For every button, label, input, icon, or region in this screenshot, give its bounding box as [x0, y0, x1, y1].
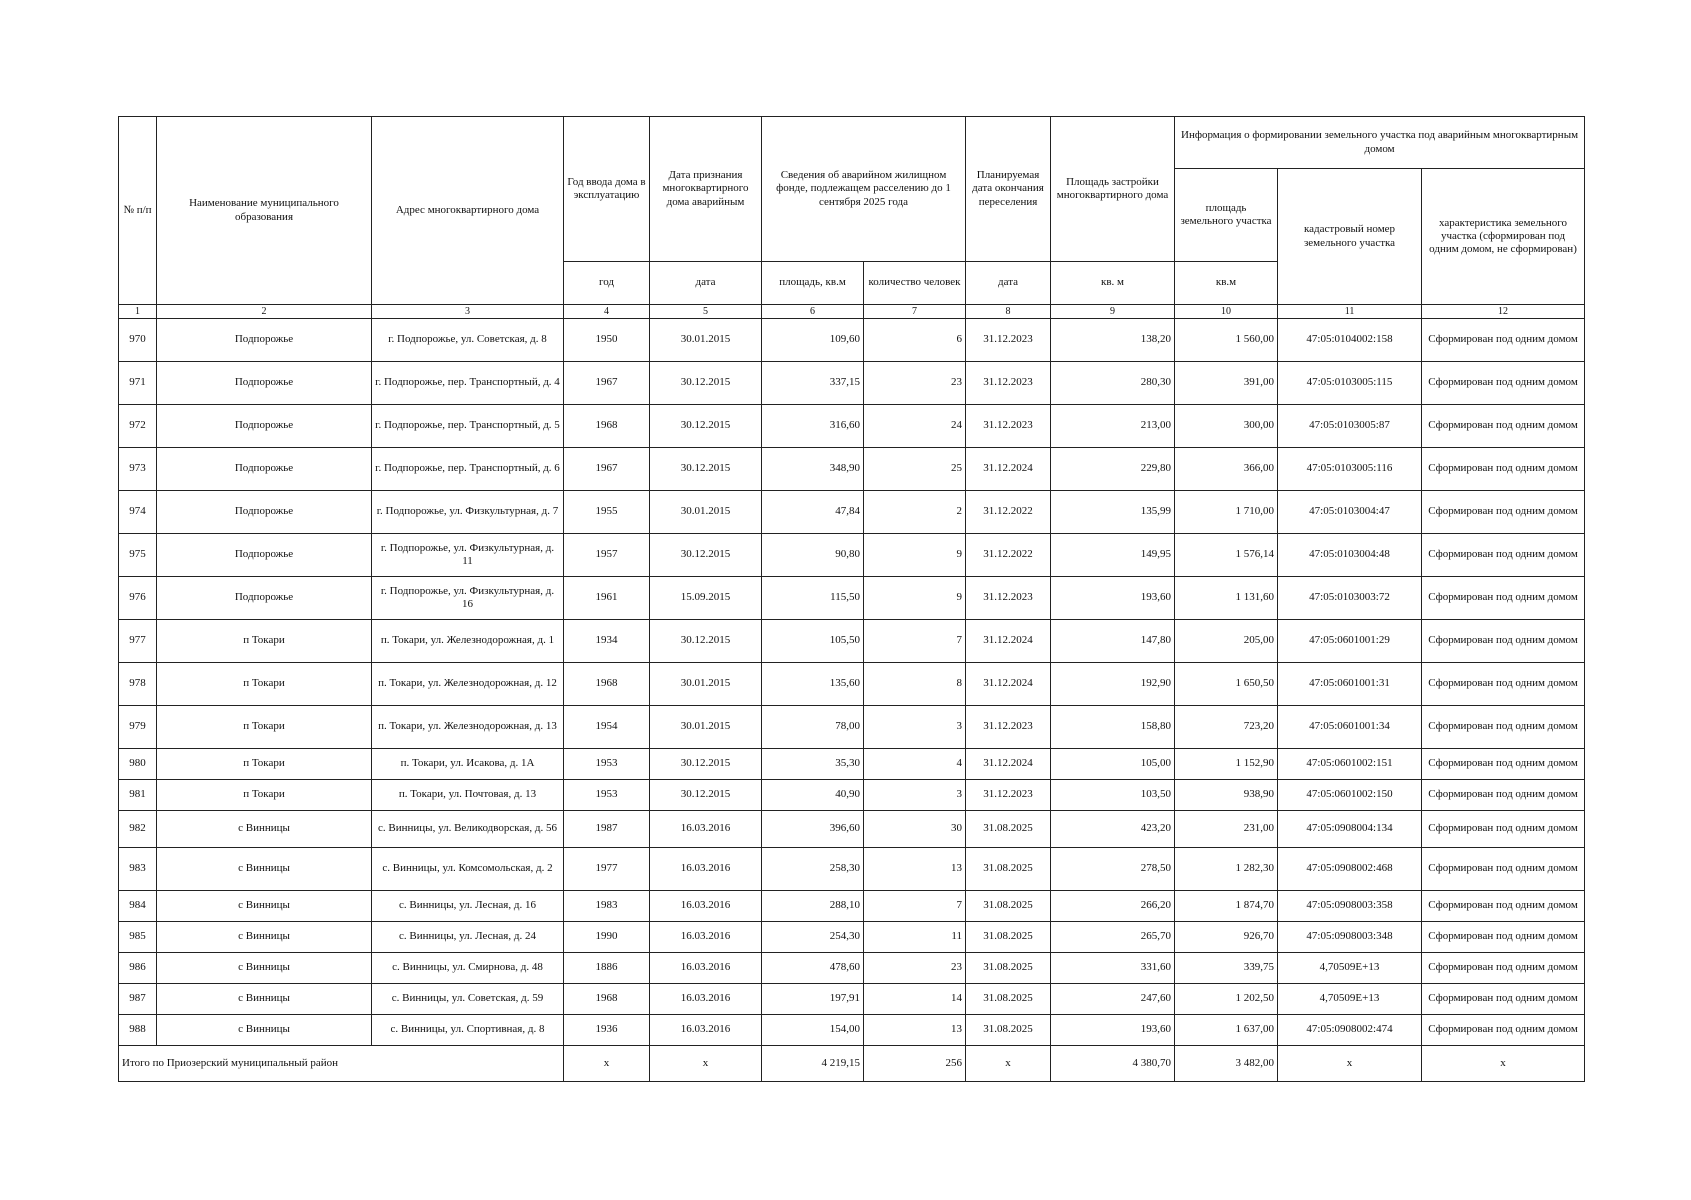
- building-area: 135,99: [1051, 491, 1175, 534]
- col-number: 2: [157, 305, 372, 319]
- land-area: 1 560,00: [1175, 319, 1278, 362]
- people-count: 11: [864, 922, 966, 953]
- building-area: 158,80: [1051, 706, 1175, 749]
- col-number: 5: [650, 305, 762, 319]
- land-characteristic: Сформирован под одним домом: [1422, 848, 1585, 891]
- municipality: с Винницы: [157, 1015, 372, 1046]
- unit-people: количество человек: [864, 262, 966, 305]
- year-built: 1967: [564, 362, 650, 405]
- row-number: 980: [119, 749, 157, 780]
- year-built: 1983: [564, 891, 650, 922]
- cadastral-number: 47:05:0601002:150: [1278, 780, 1422, 811]
- year-built: 1955: [564, 491, 650, 534]
- land-characteristic: Сформирован под одним домом: [1422, 922, 1585, 953]
- table-row: [119, 922, 1585, 953]
- cadastral-number: 47:05:0908003:348: [1278, 922, 1422, 953]
- cadastral-number: 47:05:0601001:31: [1278, 663, 1422, 706]
- table-row: [119, 491, 1585, 534]
- area: 135,60: [762, 663, 864, 706]
- table-row: [119, 663, 1585, 706]
- address: г. Подпорожье, пер. Транспортный, д. 6: [372, 448, 564, 491]
- recognition-date: 30.12.2015: [650, 780, 762, 811]
- col-number: 6: [762, 305, 864, 319]
- unit-area: площадь, кв.м: [762, 262, 864, 305]
- land-characteristic: Сформирован под одним домом: [1422, 811, 1585, 848]
- total-row: [119, 1046, 1585, 1082]
- recognition-date: 16.03.2016: [650, 953, 762, 984]
- area: 288,10: [762, 891, 864, 922]
- land-characteristic: Сформирован под одним домом: [1422, 319, 1585, 362]
- row-number: 977: [119, 620, 157, 663]
- people-count: 25: [864, 448, 966, 491]
- year-built: 1950: [564, 319, 650, 362]
- col-number: 12: [1422, 305, 1585, 319]
- municipality: Подпорожье: [157, 448, 372, 491]
- municipality: с Винницы: [157, 984, 372, 1015]
- building-area: 229,80: [1051, 448, 1175, 491]
- land-area: 205,00: [1175, 620, 1278, 663]
- building-area: 147,80: [1051, 620, 1175, 663]
- unit-land-area: кв.м: [1175, 262, 1278, 305]
- municipality: с Винницы: [157, 922, 372, 953]
- table-header: [119, 117, 1585, 319]
- header-building-area: Площадь застройки многоквартирного дома: [1051, 117, 1175, 262]
- cadastral-number: 47:05:0601001:29: [1278, 620, 1422, 663]
- cadastral-number: 4,70509E+13: [1278, 984, 1422, 1015]
- table-footer: [119, 1046, 1585, 1082]
- address: с. Винницы, ул. Спортивная, д. 8: [372, 1015, 564, 1046]
- people-count: 6: [864, 319, 966, 362]
- address: с. Винницы, ул. Комсомольская, д. 2: [372, 848, 564, 891]
- cadastral-number: 47:05:0908002:468: [1278, 848, 1422, 891]
- land-characteristic: Сформирован под одним домом: [1422, 362, 1585, 405]
- people-count: 7: [864, 891, 966, 922]
- building-area: 423,20: [1051, 811, 1175, 848]
- total-cadastral: х: [1278, 1046, 1422, 1082]
- year-built: 1957: [564, 534, 650, 577]
- header-recognition-date: Дата признания многоквартирного дома аварийным: [650, 117, 762, 262]
- planned-date: 31.12.2022: [966, 534, 1051, 577]
- area: 35,30: [762, 749, 864, 780]
- building-area: 103,50: [1051, 780, 1175, 811]
- address: п. Токари, ул. Железнодорожная, д. 12: [372, 663, 564, 706]
- land-characteristic: Сформирован под одним домом: [1422, 405, 1585, 448]
- recognition-date: 16.03.2016: [650, 811, 762, 848]
- land-characteristic: Сформирован под одним домом: [1422, 749, 1585, 780]
- year-built: 1954: [564, 706, 650, 749]
- cadastral-number: 4,70509E+13: [1278, 953, 1422, 984]
- building-area: 265,70: [1051, 922, 1175, 953]
- people-count: 9: [864, 534, 966, 577]
- planned-date: 31.12.2024: [966, 749, 1051, 780]
- recognition-date: 30.12.2015: [650, 620, 762, 663]
- table-row: [119, 953, 1585, 984]
- land-area: 938,90: [1175, 780, 1278, 811]
- table-row: [119, 620, 1585, 663]
- cadastral-number: 47:05:0104002:158: [1278, 319, 1422, 362]
- land-area: 1 637,00: [1175, 1015, 1278, 1046]
- municipality: Подпорожье: [157, 362, 372, 405]
- people-count: 13: [864, 1015, 966, 1046]
- recognition-date: 30.12.2015: [650, 749, 762, 780]
- year-built: 1987: [564, 811, 650, 848]
- land-area: 926,70: [1175, 922, 1278, 953]
- municipality: Подпорожье: [157, 534, 372, 577]
- header-land-info: Информация о формировании земельного участка под аварийным многоквартирным домом: [1175, 117, 1585, 169]
- recognition-date: 30.12.2015: [650, 534, 762, 577]
- unit-building-area: кв. м: [1051, 262, 1175, 305]
- header-emergency-fund: Сведения об аварийном жилищном фонде, подлежащем расселению до 1 сентября 2025 года: [762, 117, 966, 262]
- area: 90,80: [762, 534, 864, 577]
- row-number: 971: [119, 362, 157, 405]
- area: 254,30: [762, 922, 864, 953]
- land-characteristic: Сформирован под одним домом: [1422, 577, 1585, 620]
- people-count: 23: [864, 362, 966, 405]
- land-characteristic: Сформирован под одним домом: [1422, 891, 1585, 922]
- municipality: Подпорожье: [157, 319, 372, 362]
- cadastral-number: 47:05:0908004:134: [1278, 811, 1422, 848]
- area: 105,50: [762, 620, 864, 663]
- cadastral-number: 47:05:0103004:47: [1278, 491, 1422, 534]
- building-area: 192,90: [1051, 663, 1175, 706]
- municipality: с Винницы: [157, 891, 372, 922]
- recognition-date: 30.12.2015: [650, 448, 762, 491]
- col-number: 9: [1051, 305, 1175, 319]
- area: 154,00: [762, 1015, 864, 1046]
- row-number: 974: [119, 491, 157, 534]
- address: п. Токари, ул. Железнодорожная, д. 13: [372, 706, 564, 749]
- address: г. Подпорожье, ул. Физкультурная, д. 11: [372, 534, 564, 577]
- row-number: 987: [119, 984, 157, 1015]
- total-planned-date: х: [966, 1046, 1051, 1082]
- table-row: [119, 848, 1585, 891]
- municipality: п Токари: [157, 706, 372, 749]
- emergency-housing-table: [118, 116, 1585, 1082]
- table-body: [119, 319, 1585, 1046]
- address: п. Токари, ул. Железнодорожная, д. 1: [372, 620, 564, 663]
- land-area: 1 202,50: [1175, 984, 1278, 1015]
- planned-date: 31.08.2025: [966, 984, 1051, 1015]
- recognition-date: 16.03.2016: [650, 984, 762, 1015]
- recognition-date: 16.03.2016: [650, 848, 762, 891]
- planned-date: 31.08.2025: [966, 848, 1051, 891]
- planned-date: 31.12.2023: [966, 362, 1051, 405]
- total-area: 4 219,15: [762, 1046, 864, 1082]
- cadastral-number: 47:05:0601002:151: [1278, 749, 1422, 780]
- land-area: 300,00: [1175, 405, 1278, 448]
- cadastral-number: 47:05:0103003:72: [1278, 577, 1422, 620]
- year-built: 1968: [564, 405, 650, 448]
- land-area: 1 576,14: [1175, 534, 1278, 577]
- land-area: 391,00: [1175, 362, 1278, 405]
- land-area: 1 152,90: [1175, 749, 1278, 780]
- year-built: 1953: [564, 780, 650, 811]
- year-built: 1968: [564, 984, 650, 1015]
- row-number: 973: [119, 448, 157, 491]
- people-count: 13: [864, 848, 966, 891]
- cadastral-number: 47:05:0103004:48: [1278, 534, 1422, 577]
- municipality: с Винницы: [157, 848, 372, 891]
- row-number: 982: [119, 811, 157, 848]
- people-count: 30: [864, 811, 966, 848]
- land-area: 231,00: [1175, 811, 1278, 848]
- planned-date: 31.12.2022: [966, 491, 1051, 534]
- municipality: с Винницы: [157, 811, 372, 848]
- land-area: 339,75: [1175, 953, 1278, 984]
- address: с. Винницы, ул. Советская, д. 59: [372, 984, 564, 1015]
- table-row: [119, 405, 1585, 448]
- header-address: Адрес многоквартирного дома: [372, 117, 564, 305]
- cadastral-number: 47:05:0103005:115: [1278, 362, 1422, 405]
- year-built: 1968: [564, 663, 650, 706]
- recognition-date: 16.03.2016: [650, 891, 762, 922]
- year-built: 1934: [564, 620, 650, 663]
- recognition-date: 16.03.2016: [650, 1015, 762, 1046]
- col-number: 11: [1278, 305, 1422, 319]
- table-row: [119, 1015, 1585, 1046]
- land-area: 366,00: [1175, 448, 1278, 491]
- planned-date: 31.08.2025: [966, 891, 1051, 922]
- building-area: 278,50: [1051, 848, 1175, 891]
- area: 115,50: [762, 577, 864, 620]
- building-area: 149,95: [1051, 534, 1175, 577]
- header-num: № п/п: [119, 117, 157, 305]
- people-count: 8: [864, 663, 966, 706]
- col-number: 4: [564, 305, 650, 319]
- land-area: 723,20: [1175, 706, 1278, 749]
- header-municipality: Наименование муниципального образования: [157, 117, 372, 305]
- row-number: 988: [119, 1015, 157, 1046]
- year-built: 1936: [564, 1015, 650, 1046]
- planned-date: 31.08.2025: [966, 922, 1051, 953]
- recognition-date: 30.12.2015: [650, 362, 762, 405]
- building-area: 193,60: [1051, 1015, 1175, 1046]
- cadastral-number: 47:05:0908003:358: [1278, 891, 1422, 922]
- address: г. Подпорожье, пер. Транспортный, д. 4: [372, 362, 564, 405]
- planned-date: 31.12.2023: [966, 405, 1051, 448]
- address: с. Винницы, ул. Смирнова, д. 48: [372, 953, 564, 984]
- land-area: 1 710,00: [1175, 491, 1278, 534]
- header-land-area: площадь земельного участка: [1175, 169, 1278, 262]
- table-row: [119, 448, 1585, 491]
- table-row: [119, 811, 1585, 848]
- people-count: 24: [864, 405, 966, 448]
- municipality: Подпорожье: [157, 491, 372, 534]
- area: 258,30: [762, 848, 864, 891]
- recognition-date: 16.03.2016: [650, 922, 762, 953]
- cadastral-number: 47:05:0103005:116: [1278, 448, 1422, 491]
- recognition-date: 30.12.2015: [650, 405, 762, 448]
- planned-date: 31.12.2024: [966, 448, 1051, 491]
- col-number: 3: [372, 305, 564, 319]
- planned-date: 31.12.2023: [966, 780, 1051, 811]
- land-characteristic: Сформирован под одним домом: [1422, 984, 1585, 1015]
- table-row: [119, 984, 1585, 1015]
- people-count: 3: [864, 780, 966, 811]
- address: г. Подпорожье, пер. Транспортный, д. 5: [372, 405, 564, 448]
- people-count: 14: [864, 984, 966, 1015]
- header-cadastral: кадастровый номер земельного участка: [1278, 169, 1422, 305]
- municipality: с Винницы: [157, 953, 372, 984]
- row-number: 975: [119, 534, 157, 577]
- row-number: 972: [119, 405, 157, 448]
- building-area: 247,60: [1051, 984, 1175, 1015]
- municipality: п Токари: [157, 663, 372, 706]
- people-count: 9: [864, 577, 966, 620]
- unit-year: год: [564, 262, 650, 305]
- row-number: 981: [119, 780, 157, 811]
- header-year: Год ввода дома в эксплуатацию: [564, 117, 650, 262]
- address: г. Подпорожье, ул. Физкультурная, д. 16: [372, 577, 564, 620]
- table-row: [119, 577, 1585, 620]
- land-characteristic: Сформирован под одним домом: [1422, 491, 1585, 534]
- area: 396,60: [762, 811, 864, 848]
- land-area: 1 874,70: [1175, 891, 1278, 922]
- year-built: 1977: [564, 848, 650, 891]
- land-area: 1 131,60: [1175, 577, 1278, 620]
- address: п. Токари, ул. Почтовая, д. 13: [372, 780, 564, 811]
- land-characteristic: Сформирован под одним домом: [1422, 953, 1585, 984]
- year-built: 1953: [564, 749, 650, 780]
- col-number: 10: [1175, 305, 1278, 319]
- table-row: [119, 780, 1585, 811]
- total-year: х: [564, 1046, 650, 1082]
- municipality: Подпорожье: [157, 577, 372, 620]
- municipality: п Токари: [157, 780, 372, 811]
- address: с. Винницы, ул. Великодворская, д. 56: [372, 811, 564, 848]
- address: г. Подпорожье, ул. Советская, д. 8: [372, 319, 564, 362]
- column-number-row: [119, 305, 1585, 319]
- total-land-area: 3 482,00: [1175, 1046, 1278, 1082]
- planned-date: 31.12.2023: [966, 706, 1051, 749]
- col-number: 1: [119, 305, 157, 319]
- people-count: 7: [864, 620, 966, 663]
- total-people: 256: [864, 1046, 966, 1082]
- row-number: 985: [119, 922, 157, 953]
- table-row: [119, 706, 1585, 749]
- row-number: 978: [119, 663, 157, 706]
- year-built: 1990: [564, 922, 650, 953]
- recognition-date: 15.09.2015: [650, 577, 762, 620]
- unit-date: дата: [650, 262, 762, 305]
- year-built: 1967: [564, 448, 650, 491]
- total-building-area: 4 380,70: [1051, 1046, 1175, 1082]
- planned-date: 31.12.2023: [966, 319, 1051, 362]
- address: п. Токари, ул. Исакова, д. 1А: [372, 749, 564, 780]
- people-count: 23: [864, 953, 966, 984]
- cadastral-number: 47:05:0908002:474: [1278, 1015, 1422, 1046]
- planned-date: 31.08.2025: [966, 953, 1051, 984]
- building-area: 331,60: [1051, 953, 1175, 984]
- land-characteristic: Сформирован под одним домом: [1422, 1015, 1585, 1046]
- area: 337,15: [762, 362, 864, 405]
- table-row: [119, 362, 1585, 405]
- col-number: 8: [966, 305, 1051, 319]
- row-number: 970: [119, 319, 157, 362]
- building-area: 105,00: [1051, 749, 1175, 780]
- land-area: 1 282,30: [1175, 848, 1278, 891]
- year-built: 1886: [564, 953, 650, 984]
- land-characteristic: Сформирован под одним домом: [1422, 780, 1585, 811]
- row-number: 979: [119, 706, 157, 749]
- building-area: 280,30: [1051, 362, 1175, 405]
- cadastral-number: 47:05:0601001:34: [1278, 706, 1422, 749]
- people-count: 3: [864, 706, 966, 749]
- land-characteristic: Сформирован под одним домом: [1422, 448, 1585, 491]
- area: 197,91: [762, 984, 864, 1015]
- area: 78,00: [762, 706, 864, 749]
- building-area: 266,20: [1051, 891, 1175, 922]
- area: 47,84: [762, 491, 864, 534]
- table-row: [119, 891, 1585, 922]
- area: 40,90: [762, 780, 864, 811]
- row-number: 984: [119, 891, 157, 922]
- year-built: 1961: [564, 577, 650, 620]
- building-area: 193,60: [1051, 577, 1175, 620]
- address: с. Винницы, ул. Лесная, д. 16: [372, 891, 564, 922]
- people-count: 2: [864, 491, 966, 534]
- area: 478,60: [762, 953, 864, 984]
- total-date: х: [650, 1046, 762, 1082]
- building-area: 138,20: [1051, 319, 1175, 362]
- recognition-date: 30.01.2015: [650, 491, 762, 534]
- planned-date: 31.12.2024: [966, 620, 1051, 663]
- row-number: 976: [119, 577, 157, 620]
- planned-date: 31.12.2024: [966, 663, 1051, 706]
- building-area: 213,00: [1051, 405, 1175, 448]
- land-characteristic: Сформирован под одним домом: [1422, 620, 1585, 663]
- unit-planned-date: дата: [966, 262, 1051, 305]
- area: 109,60: [762, 319, 864, 362]
- address: с. Винницы, ул. Лесная, д. 24: [372, 922, 564, 953]
- cadastral-number: 47:05:0103005:87: [1278, 405, 1422, 448]
- address: г. Подпорожье, ул. Физкультурная, д. 7: [372, 491, 564, 534]
- planned-date: 31.12.2023: [966, 577, 1051, 620]
- municipality: п Токари: [157, 749, 372, 780]
- municipality: п Токари: [157, 620, 372, 663]
- table-row: [119, 534, 1585, 577]
- recognition-date: 30.01.2015: [650, 663, 762, 706]
- table-row: [119, 749, 1585, 780]
- land-characteristic: Сформирован под одним домом: [1422, 706, 1585, 749]
- recognition-date: 30.01.2015: [650, 319, 762, 362]
- col-number: 7: [864, 305, 966, 319]
- planned-date: 31.08.2025: [966, 1015, 1051, 1046]
- land-characteristic: Сформирован под одним домом: [1422, 663, 1585, 706]
- land-characteristic: Сформирован под одним домом: [1422, 534, 1585, 577]
- area: 348,90: [762, 448, 864, 491]
- header-planned-date: Планируемая дата окончания переселения: [966, 117, 1051, 262]
- area: 316,60: [762, 405, 864, 448]
- planned-date: 31.08.2025: [966, 811, 1051, 848]
- row-number: 983: [119, 848, 157, 891]
- header-land-characteristic: характеристика земельного участка (сформирован под одним домом, не сформирован): [1422, 169, 1585, 305]
- recognition-date: 30.01.2015: [650, 706, 762, 749]
- total-label: Итого по Приозерский муниципальный район: [119, 1046, 564, 1082]
- municipality: Подпорожье: [157, 405, 372, 448]
- table-row: [119, 319, 1585, 362]
- total-characteristic: х: [1422, 1046, 1585, 1082]
- row-number: 986: [119, 953, 157, 984]
- land-area: 1 650,50: [1175, 663, 1278, 706]
- people-count: 4: [864, 749, 966, 780]
